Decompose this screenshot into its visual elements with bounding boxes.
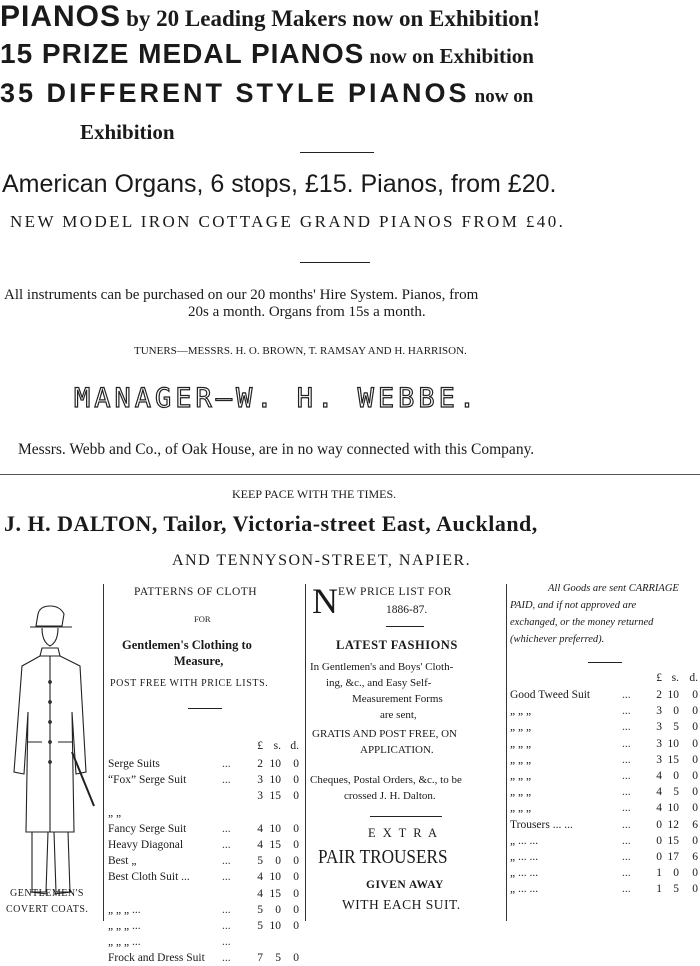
currency-pounds: £: [257, 740, 263, 752]
item-label: [108, 788, 222, 804]
item-label: Fancy Serge Suit: [108, 822, 187, 835]
headline-now-on: now on: [474, 86, 534, 107]
price-row: [108, 902, 301, 918]
keep-pace-line: KEEP PACE WITH THE TIMES.: [232, 487, 397, 501]
divider: [188, 708, 222, 709]
col3-notice-4: (whichever preferred).: [510, 634, 605, 645]
cottage-grand-line: NEW MODEL IRON COTTAGE GRAND PIANOS FROM £40.: [10, 212, 566, 231]
price-pence: 0: [293, 822, 299, 835]
price-pence: 0: [692, 834, 698, 847]
price-pounds: 5: [257, 919, 263, 932]
col2-with-each-suit: WITH EACH SUIT.: [342, 897, 461, 912]
price-pounds: 3: [656, 753, 662, 766]
currency-shillings: s.: [671, 672, 679, 684]
price-pounds: 3: [257, 774, 263, 787]
price-pence: 0: [692, 883, 698, 896]
leader-dots: ...: [622, 705, 631, 718]
price-pence: 0: [293, 952, 299, 965]
price-pence: 0: [692, 867, 698, 880]
price-row: [510, 687, 700, 703]
price-shillings: 10: [667, 737, 679, 750]
col1-currency-header: [108, 738, 301, 754]
leader-dots: ...: [222, 774, 231, 787]
price-shillings: 15: [667, 753, 679, 766]
price-row: [108, 950, 301, 966]
price-pounds: 3: [656, 705, 662, 718]
price-pence: [281, 805, 299, 821]
price-pence: 0: [692, 802, 698, 815]
hire-system-line-1: All instruments can be purchased on our 20 months' Hire System. Pianos, from: [4, 287, 479, 303]
price-row: [510, 703, 700, 719]
price-shillings: 17: [667, 850, 679, 863]
leader-dots: ...: [622, 818, 631, 831]
illustration-caption-2: COVERT COATS.: [6, 904, 89, 915]
currency-header-row: [108, 738, 301, 754]
price-pounds: 0: [656, 850, 662, 863]
col3-currency-header: [510, 670, 700, 686]
price-pence: 0: [293, 774, 299, 787]
column-rule: [506, 584, 507, 921]
leader-dots: ...: [222, 855, 231, 868]
col2-given-away: GIVEN AWAY: [366, 879, 444, 891]
price-shillings: 10: [269, 919, 281, 932]
item-label: „ „ „: [510, 786, 532, 799]
price-row: [510, 784, 700, 800]
column-rule: [103, 584, 104, 921]
price-pence: 0: [692, 753, 698, 766]
price-row: [108, 756, 301, 772]
headline-different-style: 35 DIFFERENT STYLE PIANOS: [0, 78, 470, 108]
leader-dots: ...: [222, 838, 231, 851]
price-shillings: [263, 805, 281, 821]
col3-notice-1: All Goods are sent CARRIAGE: [548, 583, 679, 594]
price-row: [510, 833, 700, 849]
headline-exhibition-2: now on Exhibition: [369, 44, 534, 68]
price-pounds: 4: [257, 822, 263, 835]
headline-line-3: [0, 78, 533, 109]
price-shillings: 0: [673, 867, 679, 880]
price-pence: 0: [293, 871, 299, 884]
col2-pair-trousers: PAIR TROUSERS: [318, 846, 448, 868]
leader-dots: ...: [222, 919, 231, 932]
price-pounds: 0: [656, 834, 662, 847]
leader-dots: [222, 886, 248, 902]
col1-heading-gentlemen: Gentlemen's Clothing to: [122, 638, 252, 652]
col2-cheques-2: crossed J. H. Dalton.: [344, 790, 436, 802]
item-label: Serge Suits: [108, 758, 160, 770]
item-label: „ ... ...: [510, 850, 539, 863]
illustration-caption-1: GENTLEMEN'S: [10, 888, 84, 899]
item-label: „ „ „: [510, 705, 532, 718]
item-label: „ „ „: [510, 753, 532, 766]
headline-makers: by 20 Leading Makers now on Exhibition!: [126, 6, 541, 31]
price-row: [108, 788, 301, 804]
price-pence: 6: [692, 818, 698, 831]
col2-gratis-2: APPLICATION.: [360, 744, 434, 756]
leader-dots: ...: [222, 903, 231, 916]
price-pounds: 5: [257, 903, 263, 916]
price-row: [108, 934, 301, 950]
col2-body-3: Measurement Forms: [352, 693, 443, 705]
price-pence: 0: [293, 790, 299, 803]
price-row: [510, 719, 700, 735]
hire-system-line-2: 20s a month. Organs from 15s a month.: [188, 304, 426, 320]
price-row: [108, 805, 301, 821]
price-row: [510, 849, 700, 865]
leader-dots: ...: [622, 786, 631, 799]
leader-dots: ...: [622, 867, 631, 880]
price-shillings: 10: [667, 689, 679, 701]
headline-line-1: [0, 0, 540, 34]
tuners-line: TUNERS—MESSRS. H. O. BROWN, T. RAMSAY AND H. HARRISON.: [134, 345, 467, 357]
price-pence: 0: [293, 758, 299, 770]
leader-dots: ...: [222, 822, 231, 835]
price-pence: 0: [692, 689, 698, 701]
col2-latest-fashions: LATEST FASHIONS: [336, 638, 458, 652]
item-label: Good Tweed Suit: [510, 689, 591, 701]
price-shillings: 15: [269, 790, 281, 803]
item-label: „ ... ...: [510, 867, 539, 880]
price-pounds: 2: [656, 689, 662, 701]
item-label: „ „: [108, 806, 122, 819]
leader-dots: ...: [222, 936, 231, 949]
item-label: [108, 886, 222, 902]
dalton-subtitle: AND TENNYSON-STREET, NAPIER.: [172, 552, 472, 569]
headline-exhibition-3: Exhibition: [80, 120, 175, 144]
price-shillings: 5: [673, 786, 679, 799]
leader-dots: ...: [622, 802, 631, 815]
manager-line: MANAGER—W. H. WEBBE.: [74, 383, 480, 414]
price-pounds: 1: [656, 867, 662, 880]
price-row: [108, 918, 301, 934]
price-shillings: 5: [673, 721, 679, 734]
item-label: „ „ „ ...: [108, 919, 141, 932]
item-label: „ ... ...: [510, 834, 539, 847]
item-label: Heavy Diagonal: [108, 838, 184, 851]
currency-header-row: [510, 670, 700, 686]
dalton-title: J. H. DALTON, Tailor, Victoria-street East, Auckland,: [4, 511, 538, 536]
headline-prize-medal: 15 PRIZE MEDAL PIANOS: [0, 38, 365, 69]
organs-line: American Organs, 6 stops, £15. Pianos, from £20.: [2, 170, 557, 198]
price-pence: [281, 934, 299, 950]
head-icon: [42, 628, 58, 646]
gentleman-coat-illustration: [2, 592, 102, 904]
item-label: „ „ „: [510, 769, 532, 782]
price-pounds: 4: [257, 871, 263, 884]
price-pounds: 1: [656, 883, 662, 896]
leader-dots: ...: [222, 871, 231, 884]
price-shillings: 0: [275, 855, 281, 868]
divider: [300, 262, 370, 263]
col2-heading-new-price: EW PRICE LIST FOR: [338, 586, 452, 598]
price-row: [510, 752, 700, 768]
col1-price-table: [108, 756, 301, 966]
item-label: „ „ „: [510, 802, 532, 815]
currency-pence: d.: [290, 740, 299, 752]
leader-dots: ...: [622, 834, 631, 847]
price-pounds: 4: [257, 838, 263, 851]
price-shillings: 5: [275, 952, 281, 965]
price-shillings: 15: [667, 834, 679, 847]
column-rule: [305, 584, 306, 921]
price-shillings: 15: [269, 887, 281, 900]
price-pence: 0: [692, 786, 698, 799]
col2-heading-year: 1886-87.: [386, 604, 428, 616]
item-label: „ „ „ ...: [108, 903, 141, 916]
price-row: [510, 768, 700, 784]
divider: [300, 152, 374, 153]
leader-dots: ...: [622, 737, 631, 750]
price-row: [108, 869, 301, 885]
price-shillings: 0: [275, 903, 281, 916]
disclaimer-line: Messrs. Webb and Co., of Oak House, are in no way connected with this Company.: [18, 441, 535, 458]
leader-dots: ...: [222, 952, 231, 965]
price-shillings: 5: [673, 883, 679, 896]
leader-dots: ...: [622, 753, 631, 766]
price-pounds: 2: [257, 758, 263, 770]
price-pence: 0: [293, 838, 299, 851]
currency-pounds: £: [656, 672, 662, 684]
price-pence: 0: [692, 769, 698, 782]
price-row: [108, 853, 301, 869]
divider: [588, 662, 622, 663]
divider: [386, 626, 424, 627]
leader-dots: [222, 788, 248, 804]
headline-line-2: [0, 38, 534, 70]
price-pence: 0: [293, 903, 299, 916]
price-row: [108, 821, 301, 837]
price-pounds: 3: [257, 790, 263, 803]
price-row: [510, 736, 700, 752]
price-shillings: 12: [667, 818, 679, 831]
price-shillings: 10: [269, 822, 281, 835]
hat-icon: [36, 606, 64, 626]
leader-dots: ...: [622, 850, 631, 863]
price-shillings: 10: [269, 774, 281, 787]
price-pounds: [248, 805, 263, 821]
price-pence: 0: [692, 721, 698, 734]
leader-dots: ...: [622, 689, 631, 701]
price-pence: 0: [293, 855, 299, 868]
col3-notice-2: PAID, and if not approved are: [510, 600, 637, 611]
price-pounds: 3: [656, 721, 662, 734]
divider: [370, 816, 442, 817]
col2-body-4: are sent,: [380, 709, 417, 721]
price-pence: 0: [692, 705, 698, 718]
col2-dropcap: N: [312, 581, 338, 621]
price-row: [108, 886, 301, 902]
price-row: [510, 865, 700, 881]
price-pounds: 4: [656, 769, 662, 782]
leader-dots: ...: [622, 769, 631, 782]
col1-heading-patterns: PATTERNS OF CLOTH: [134, 586, 258, 598]
item-label: Trousers ... ...: [510, 818, 573, 831]
col1-heading-measure: Measure,: [174, 654, 224, 668]
price-pence: 0: [293, 887, 299, 900]
price-row: [108, 837, 301, 853]
item-label: Best Cloth Suit ...: [108, 871, 190, 884]
item-label: “Fox” Serge Suit: [108, 774, 187, 787]
item-label: „ ... ...: [510, 883, 539, 896]
item-label: „ „ „: [510, 737, 532, 750]
price-pounds: 4: [656, 802, 662, 815]
currency-shillings: s.: [273, 740, 281, 752]
col2-body-1: In Gentlemen's and Boys' Cloth-: [310, 661, 454, 673]
currency-pence: d.: [689, 672, 698, 684]
col1-post-free: POST FREE WITH PRICE LISTS.: [110, 678, 269, 689]
price-row: [510, 800, 700, 816]
price-pounds: 0: [656, 818, 662, 831]
price-pounds: 3: [656, 737, 662, 750]
leader-dots: ...: [222, 758, 231, 770]
price-shillings: 10: [667, 802, 679, 815]
price-pounds: 5: [257, 855, 263, 868]
price-shillings: [263, 934, 281, 950]
headline-pianos: PIANOS: [0, 0, 122, 33]
col1-heading-for: FOR: [194, 614, 211, 624]
price-shillings: 15: [269, 838, 281, 851]
col2-body-2: ing, &c., and Easy Self-: [326, 677, 432, 689]
leader-dots: [222, 805, 248, 821]
price-shillings: 0: [673, 705, 679, 718]
price-shillings: 10: [269, 758, 281, 770]
col3-notice-3: exchanged, or the money returned: [510, 617, 654, 628]
price-pounds: 4: [656, 786, 662, 799]
leader-dots: ...: [622, 883, 631, 896]
col2-gratis-1: GRATIS AND POST FREE, ON: [312, 728, 457, 740]
col2-extra: E X T R A: [368, 826, 440, 840]
item-label: „ „ „: [510, 721, 532, 734]
price-pounds: 4: [257, 887, 263, 900]
price-row: [510, 817, 700, 833]
price-pounds: 7: [257, 952, 263, 965]
item-label: „ „ „ ...: [108, 936, 141, 949]
price-pence: 6: [692, 850, 698, 863]
col3-price-table: [510, 687, 700, 897]
price-row: [510, 881, 700, 897]
item-label: Best „: [108, 855, 137, 868]
price-pence: 0: [692, 737, 698, 750]
price-shillings: 10: [269, 871, 281, 884]
col2-cheques-1: Cheques, Postal Orders, &c., to be: [310, 774, 462, 786]
price-row: [108, 772, 301, 788]
section-separator: [0, 474, 700, 475]
item-label: Frock and Dress Suit: [108, 952, 205, 965]
leader-dots: ...: [622, 721, 631, 734]
price-shillings: 0: [673, 769, 679, 782]
price-pounds: [248, 934, 263, 950]
price-pence: 0: [293, 919, 299, 932]
